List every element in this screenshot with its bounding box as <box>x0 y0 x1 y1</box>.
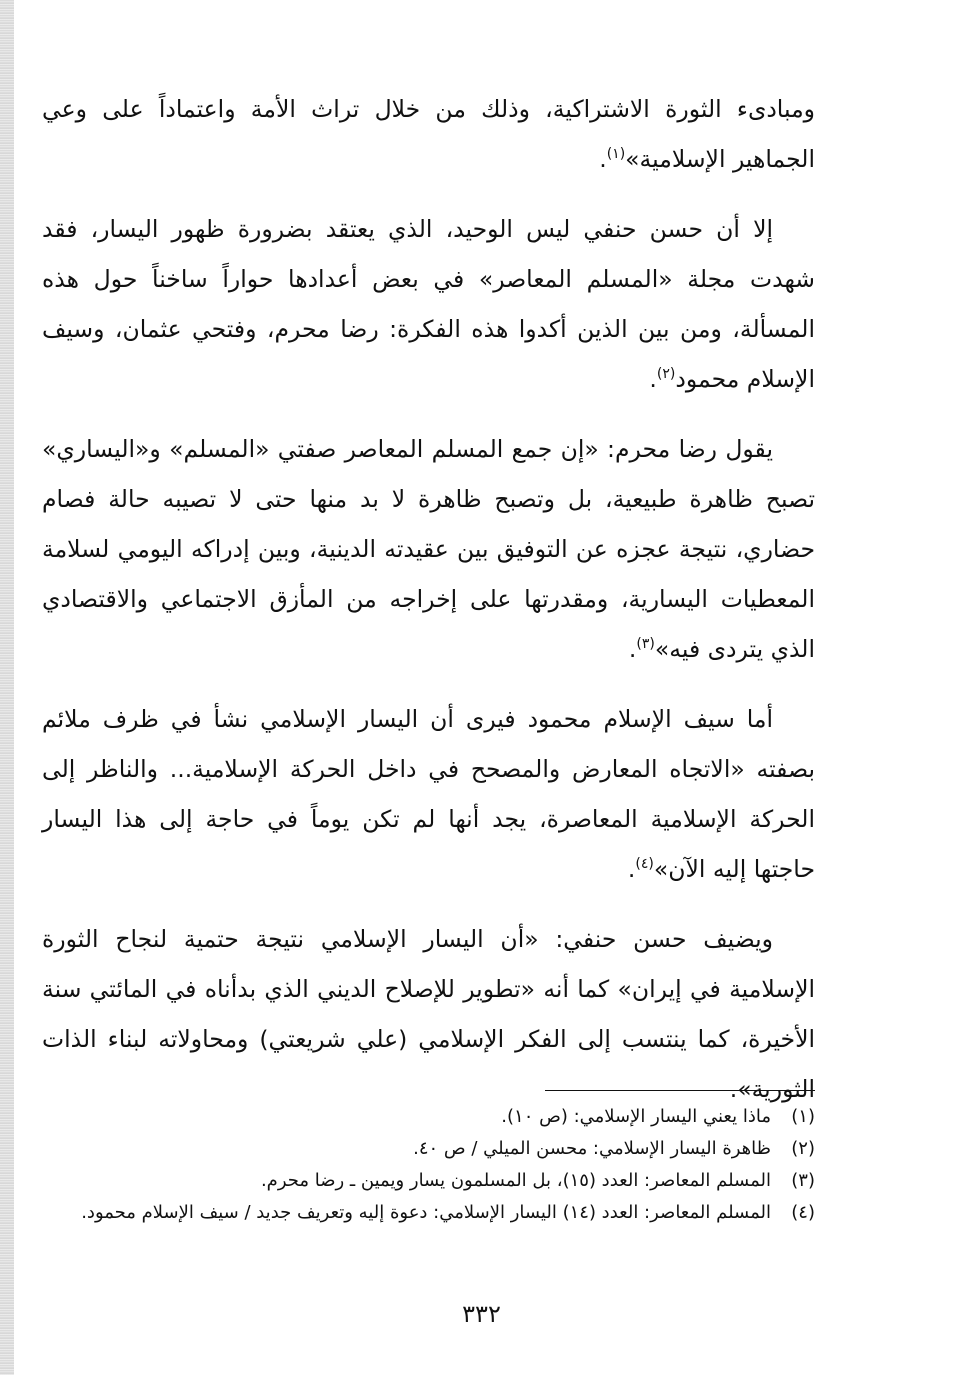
paragraph-2-text: إلا أن حسن حنفي ليس الوحيد، الذي يعتقد بضرورة ظهور اليسار، فقد شهدت مجلة «المسلم المعاصر» في بعض أعدادها حواراً ساخناً حول هذه المسألة، ومن بين الذين أكدوا هذه الفكرة: رضا محرم، وفتحي عثمان، وسيف الإسلام محمود <box>42 215 815 393</box>
paragraph-1-text: ومبادىء الثورة الاشتراكية، وذلك من خلال تراث الأمة واعتماداً على وعي الجماهير الإسلامية» <box>42 95 815 173</box>
footnote-1 <box>38 1102 815 1132</box>
paragraph-1 <box>42 84 815 184</box>
page-number: ٣٣٢ <box>462 1300 501 1328</box>
footnote-ref-4: (٤) <box>635 856 654 873</box>
footnote-number: (٤) <box>791 1202 815 1223</box>
paragraph-3 <box>42 424 815 674</box>
footnote-text: المسلم المعاصر: العدد (١٥)، بل المسلمون يسار ويمين ـ رضا محرم. <box>260 1170 771 1191</box>
footnote-number: (٣) <box>791 1170 815 1191</box>
footnote-text: ماذا يعني اليسار الإسلامي: (ص ١٠). <box>501 1106 771 1127</box>
footnotes <box>38 1102 815 1230</box>
footnote-ref-2: (٢) <box>656 366 676 383</box>
footnote-ref-1: (١) <box>606 146 626 163</box>
body-text <box>42 84 815 1134</box>
footnote-separator <box>545 1090 815 1091</box>
scan-edge <box>0 0 14 1375</box>
paragraph-4-end: . <box>627 855 636 883</box>
footnote-ref-3: (٣) <box>636 636 655 653</box>
footnote-text: المسلم المعاصر: العدد (١٤) اليسار الإسلامي: دعوة إليه وتعريف جديد / سيف الإسلام محمود. <box>81 1202 771 1223</box>
paragraph-2-end: . <box>649 365 657 393</box>
footnote-2 <box>38 1134 815 1164</box>
paragraph-5 <box>42 914 815 1114</box>
footnote-4 <box>38 1198 815 1228</box>
footnote-text: ظاهرة اليسار الإسلامي: محسن الميلي / ص ٤٠. <box>413 1138 771 1159</box>
footnote-number: (٢) <box>791 1138 815 1159</box>
footnote-3 <box>38 1166 815 1196</box>
paragraph-3-end: . <box>628 635 637 663</box>
paragraph-4 <box>42 694 815 894</box>
paragraph-4-text: أما سيف الإسلام محمود فيرى أن اليسار الإسلامي نشأ في ظرف ملائم بصفته «الاتجاه المعارض والمصحح في داخل الحركة الإسلامية... والناظر إلى الحركة الإسلامية المعاصرة، يجد أنها لم تكن يوماً في حاجة إلى هذا اليسار حاجتها إليه الآن» <box>42 705 815 883</box>
paragraph-5-end: . <box>729 1075 738 1103</box>
paragraph-3-text: يقول رضا محرم: «إن جمع المسلم المعاصر صفتي «المسلم» و«اليساري» تصبح ظاهرة طبيعية، بل وتصبح ظاهرة لا بد منها حتى لا تصيبه حالة فصام حضاري، نتيجة عجزه عن التوفيق بين عقيدته الدينية، وبين إدراكه اليومي لسلامة المعطيات اليسارية، ومقدرتها على إخراجه من المأزق الاجتماعي والاقتصادي الذي يتردى فيه» <box>42 435 815 663</box>
paragraph-2 <box>42 204 815 404</box>
paragraph-1-end: . <box>599 145 607 173</box>
paragraph-5-text: ويضيف حسن حنفي: «أن اليسار الإسلامي نتيجة حتمية لنجاح الثورة الإسلامية في إيران» كما أنه «تطوير للإصلاح الديني الذي بدأناه في المائتي سنة الأخيرة، كما ينتسب إلى الفكر الإسلامي (علي شريعتي) ومحاولاته لبناء الذات الثورية» <box>42 925 815 1103</box>
footnote-number: (١) <box>791 1106 815 1127</box>
